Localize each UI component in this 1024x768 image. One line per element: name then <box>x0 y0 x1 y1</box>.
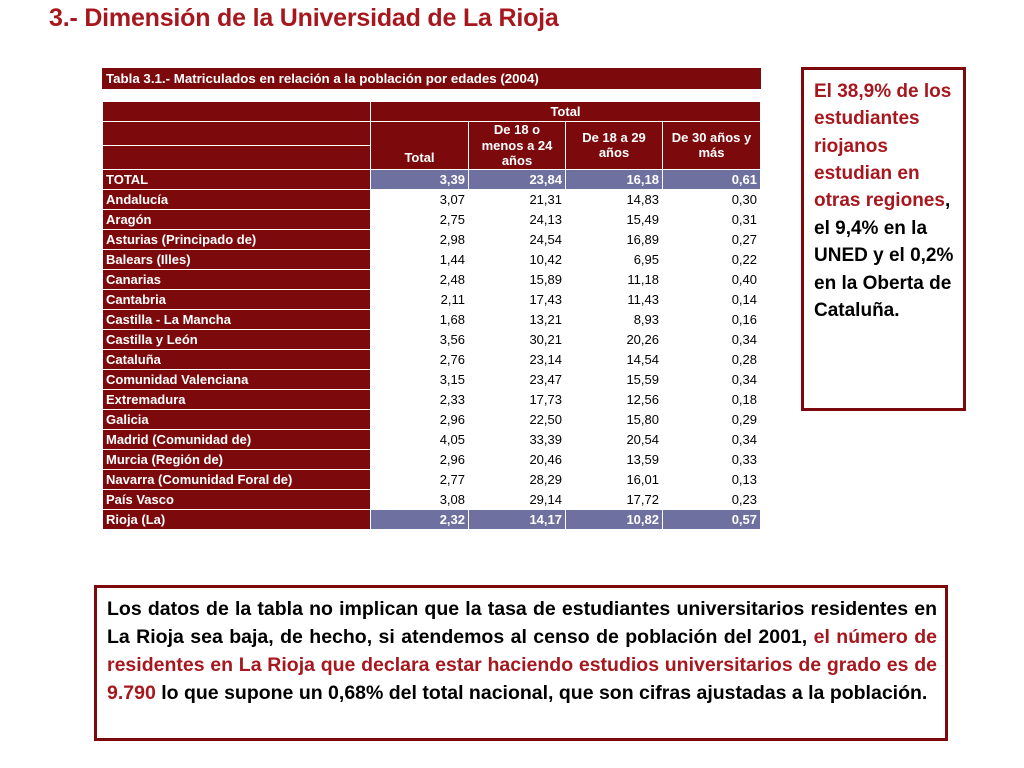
region-name: Canarias <box>103 269 371 289</box>
region-name: Murcia (Región de) <box>103 449 371 469</box>
table-caption: Tabla 3.1.- Matriculados en relación a la población por edades (2004) <box>103 69 761 89</box>
value-cell: 0,61 <box>663 169 761 189</box>
region-name: Balears (Illes) <box>103 249 371 269</box>
region-name: Asturias (Principado de) <box>103 229 371 249</box>
note-text-2: lo que supone un 0,68% del total nacional, que son cifras ajustadas a la población. <box>155 681 928 704</box>
value-cell: 24,13 <box>469 209 566 229</box>
value-cell: 16,89 <box>566 229 663 249</box>
value-cell: 0,13 <box>663 469 761 489</box>
value-cell: 16,18 <box>566 169 663 189</box>
value-cell: 11,18 <box>566 269 663 289</box>
region-name: Madrid (Comunidad de) <box>103 429 371 449</box>
value-cell: 12,56 <box>566 389 663 409</box>
value-cell: 10,42 <box>469 249 566 269</box>
header-row-group <box>103 102 761 122</box>
region-header-cell <box>103 145 371 169</box>
table-spacer <box>103 89 761 102</box>
region-name: Aragón <box>103 209 371 229</box>
value-cell: 2,96 <box>371 409 469 429</box>
value-cell: 11,43 <box>566 289 663 309</box>
table-row <box>103 469 761 489</box>
value-cell: 23,47 <box>469 369 566 389</box>
table-row <box>103 349 761 369</box>
value-cell: 13,21 <box>469 309 566 329</box>
table-row <box>103 489 761 509</box>
col-header-30-plus: De 30 años y más <box>663 122 761 170</box>
value-cell: 3,08 <box>371 489 469 509</box>
value-cell: 17,73 <box>469 389 566 409</box>
region-name: Rioja (La) <box>103 509 371 529</box>
value-cell: 15,80 <box>566 409 663 429</box>
table-row <box>103 329 761 349</box>
region-name: País Vasco <box>103 489 371 509</box>
callout-text: , el 9,4% en la UNED y el 0,2% en la Oberta de Cataluña. <box>814 190 954 321</box>
region-name: Comunidad Valenciana <box>103 369 371 389</box>
header-row-columns <box>103 122 761 146</box>
region-name: Cantabria <box>103 289 371 309</box>
region-name: Navarra (Comunidad Foral de) <box>103 469 371 489</box>
value-cell: 2,32 <box>371 509 469 529</box>
value-cell: 0,31 <box>663 209 761 229</box>
value-cell: 0,34 <box>663 329 761 349</box>
region-name: Galicia <box>103 409 371 429</box>
table-row <box>103 189 761 209</box>
col-header-18-or-less-24: De 18 o menos a 24 años <box>469 122 566 170</box>
table-row <box>103 169 761 189</box>
value-cell: 17,72 <box>566 489 663 509</box>
value-cell: 0,57 <box>663 509 761 529</box>
value-cell: 14,17 <box>469 509 566 529</box>
table-row <box>103 229 761 249</box>
value-cell: 23,14 <box>469 349 566 369</box>
table-row <box>103 289 761 309</box>
value-cell: 17,43 <box>469 289 566 309</box>
note-text-1: Los datos de la tabla no implican que la tasa de estudiantes universitarios residentes en La Rioja sea baja, de hecho, si atendemos al censo de población del 2001, <box>107 598 937 648</box>
value-cell: 20,46 <box>469 449 566 469</box>
value-cell: 28,29 <box>469 469 566 489</box>
table-row <box>103 369 761 389</box>
region-name: Andalucía <box>103 189 371 209</box>
col-header-total: Total <box>371 122 469 170</box>
value-cell: 21,31 <box>469 189 566 209</box>
value-cell: 15,59 <box>566 369 663 389</box>
value-cell: 20,54 <box>566 429 663 449</box>
value-cell: 33,39 <box>469 429 566 449</box>
region-header-cell <box>103 122 371 146</box>
value-cell: 0,29 <box>663 409 761 429</box>
value-cell: 15,49 <box>566 209 663 229</box>
table-row <box>103 309 761 329</box>
value-cell: 3,56 <box>371 329 469 349</box>
value-cell: 0,18 <box>663 389 761 409</box>
value-cell: 0,27 <box>663 229 761 249</box>
region-header-cell <box>103 102 371 122</box>
slide-title: 3.- Dimensión de la Universidad de La Rioja <box>49 4 559 32</box>
value-cell: 0,28 <box>663 349 761 369</box>
value-cell: 16,01 <box>566 469 663 489</box>
value-cell: 29,14 <box>469 489 566 509</box>
value-cell: 0,23 <box>663 489 761 509</box>
value-cell: 0,30 <box>663 189 761 209</box>
region-name: Castilla y León <box>103 329 371 349</box>
region-name: Cataluña <box>103 349 371 369</box>
region-name: Castilla - La Mancha <box>103 309 371 329</box>
value-cell: 2,96 <box>371 449 469 469</box>
value-cell: 8,93 <box>566 309 663 329</box>
value-cell: 24,54 <box>469 229 566 249</box>
table-row <box>103 209 761 229</box>
value-cell: 3,15 <box>371 369 469 389</box>
note-box <box>94 585 948 741</box>
value-cell: 30,21 <box>469 329 566 349</box>
table-row <box>103 409 761 429</box>
value-cell: 14,83 <box>566 189 663 209</box>
value-cell: 22,50 <box>469 409 566 429</box>
table-row <box>103 269 761 289</box>
value-cell: 14,54 <box>566 349 663 369</box>
note-highlight: el número de residentes en La Rioja que declara estar haciendo estudios universitarios de grado es de 9.790 <box>107 625 937 704</box>
value-cell: 2,98 <box>371 229 469 249</box>
table-row <box>103 449 761 469</box>
callout-highlight: El 38,9% de los estudiantes riojanos estudian en otras regiones <box>814 81 952 212</box>
value-cell: 0,16 <box>663 309 761 329</box>
table-row <box>103 429 761 449</box>
table-caption-row <box>103 69 761 89</box>
value-cell: 2,48 <box>371 269 469 289</box>
value-cell: 0,34 <box>663 429 761 449</box>
value-cell: 0,40 <box>663 269 761 289</box>
value-cell: 20,26 <box>566 329 663 349</box>
value-cell: 0,22 <box>663 249 761 269</box>
callout-box <box>801 67 966 411</box>
value-cell: 23,84 <box>469 169 566 189</box>
value-cell: 0,14 <box>663 289 761 309</box>
value-cell: 3,07 <box>371 189 469 209</box>
group-header-total: Total <box>371 102 761 122</box>
value-cell: 1,44 <box>371 249 469 269</box>
col-header-18-29: De 18 a 29 años <box>566 122 663 170</box>
value-cell: 2,77 <box>371 469 469 489</box>
value-cell: 1,68 <box>371 309 469 329</box>
table-row <box>103 389 761 409</box>
value-cell: 4,05 <box>371 429 469 449</box>
enrollment-table <box>102 68 761 530</box>
value-cell: 10,82 <box>566 509 663 529</box>
value-cell: 0,34 <box>663 369 761 389</box>
value-cell: 6,95 <box>566 249 663 269</box>
value-cell: 2,33 <box>371 389 469 409</box>
value-cell: 0,33 <box>663 449 761 469</box>
region-name: Extremadura <box>103 389 371 409</box>
value-cell: 2,11 <box>371 289 469 309</box>
table-row <box>103 509 761 529</box>
value-cell: 3,39 <box>371 169 469 189</box>
region-name: TOTAL <box>103 169 371 189</box>
value-cell: 13,59 <box>566 449 663 469</box>
value-cell: 2,75 <box>371 209 469 229</box>
value-cell: 2,76 <box>371 349 469 369</box>
table-row <box>103 249 761 269</box>
value-cell: 15,89 <box>469 269 566 289</box>
